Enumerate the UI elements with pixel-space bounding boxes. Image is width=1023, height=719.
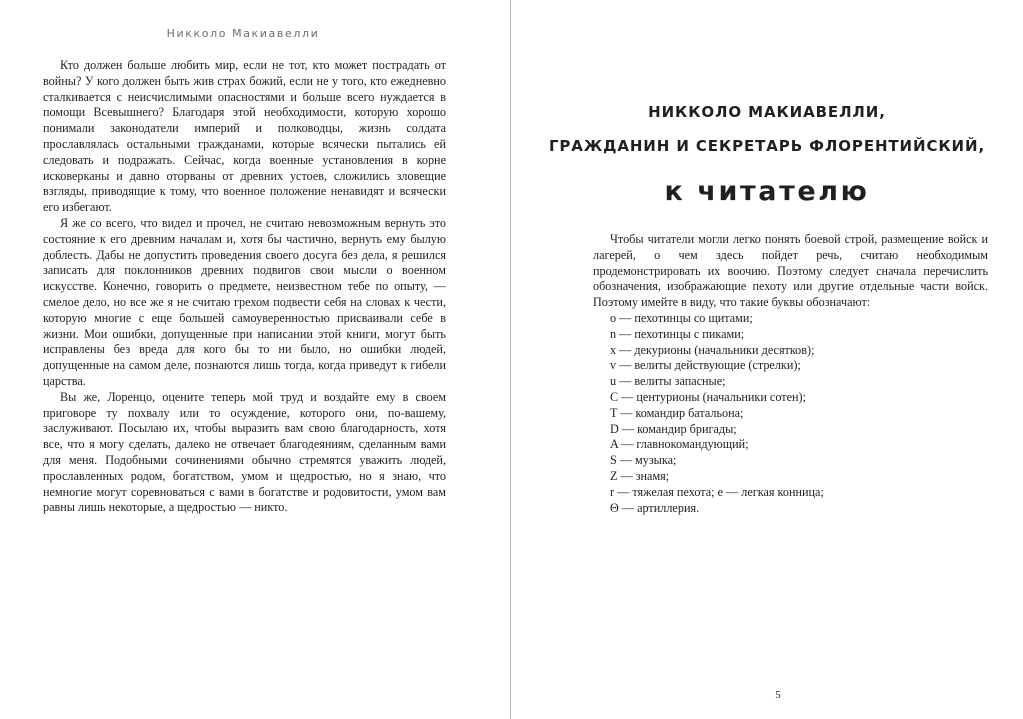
paragraph: Я же со всего, что видел и прочел, не считаю невозможным вернуть это состояние к его древним началам и, хотя бы частично, вернуть ему былую доблесть. Дабы не допустить проведения своего досуга без дела, я решился записать для поклонников древних подвигов свои мысли о военном искусстве. Конечно, говорить о предмете, неизвестном тебе по опыту, — смелое дело, но все же я не считаю грехом подвести себя на словах к чести, которую многие с еще большей самоуверенностью присваивали себе в жизни. Мои ошибки, допущенные при написании этой книги, могут быть исправлены без вреда для кого бы то ни было, но ошибки людей, допущенные на самом деле, познаются лишь тогда, когда приведут к гибели царства.	[43, 215, 446, 388]
right-page	[511, 0, 1023, 719]
running-head: Никколо Макиавелли	[166, 27, 320, 40]
heading-author-title: ГРАЖДАНИН И СЕКРЕТАРЬ ФЛОРЕНТИЙСКИЙ,	[548, 137, 986, 155]
legend-item: A — главнокомандующий;	[610, 437, 749, 452]
page-number: 5	[775, 689, 781, 701]
legend-item: v — велиты действующие (стрелки);	[610, 358, 801, 373]
chapter-heading	[511, 100, 1023, 207]
paragraph: Вы же, Лоренцо, оцените теперь мой труд и воздайте ему в своем приговоре ту похвалу или то осуждение, которого они, по-вашему, заслуживают. Посылаю их, чтобы выразить вам свою благодарность, хотя все, что я могу сделать, далеко не отвечает благодеяниям, сделанным вами для меня. Подобными сочинениями обычно стремятся уважить людей, прославленных родом, богатством, умом и щедростью, но я знаю, что немногие могут соревноваться с вами в богатстве и родовитости, умом вам равны лишь некоторые, а щедростью — никто.	[43, 389, 446, 515]
legend-item: r — тяжелая пехота; e — легкая конница;	[610, 484, 824, 499]
legend-item: Θ — артиллерия.	[610, 500, 700, 515]
heading-author: НИККОЛО МАКИАВЕЛЛИ,	[648, 103, 886, 121]
chapter-title: к читателю	[664, 176, 870, 207]
legend-item: S — музыка;	[610, 453, 677, 468]
right-body-text	[593, 232, 988, 516]
paragraph: Кто должен больше любить мир, если не тот, кто может пострадать от войны? У кого должен быть жив страх божий, если не у того, кто ежедневно сталкивается с неисчислимыми опасностями и больше всего нуждается в помощи Всевышнего? Благодаря этой необходимости, которую хорошо понимали законодатели империй и полководцы, жизнь солдата прославлялась остальными гражданами, которые всячески пытались ей следовать и подражать. Сейчас, когда военные установления в корне исковерканы и давно оторваны от древних устоев, сложились зловещие взгляды, приводящие к тому, что военное положение ненавидят и всячески его избегают.	[43, 58, 446, 215]
symbol-legend	[593, 311, 988, 516]
legend-item: Z — знамя;	[610, 468, 670, 483]
legend-item: C — центурионы (начальники сотен);	[610, 389, 806, 404]
legend-item: o — пехотинцы со щитами;	[610, 310, 753, 325]
legend-item: u — велиты запасные;	[610, 374, 726, 389]
legend-item: D — командир бригады;	[610, 421, 737, 436]
legend-item: n — пехотинцы с пиками;	[610, 326, 745, 341]
left-page	[0, 0, 510, 719]
intro-paragraph: Чтобы читатели могли легко понять боевой строй, размещение войск и лагерей, о чем здесь пойдет речь, считаю необходимым продемонстрировать их воочию. Поэтому следует сначала перечислить обозначения, изображающие пехоту или другие отдельные части войск. Поэтому имейте в виду, что такие буквы обозначают:	[593, 232, 988, 310]
legend-item: T — командир батальона;	[610, 405, 744, 420]
legend-item: x — декурионы (начальники десятков);	[610, 342, 815, 357]
left-body-text	[43, 58, 446, 516]
